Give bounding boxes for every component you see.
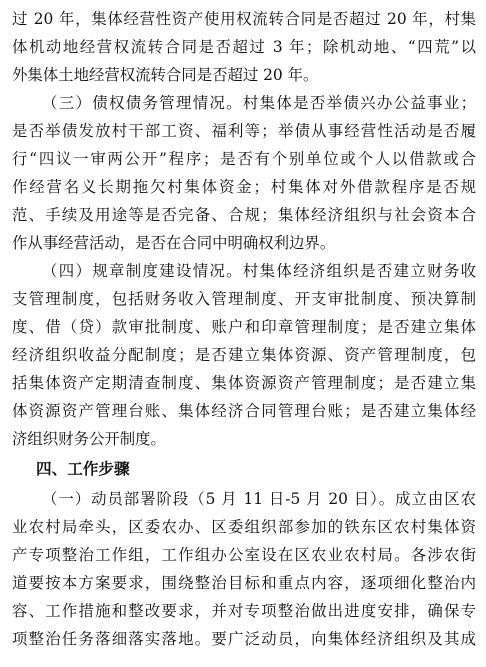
text-line-7: 作经营名义长期拖欠村集体资金；村集体对外借款程序是否规 <box>12 178 476 196</box>
text-line-19: 业农村局牵头，区委农办、区委组织部参加的铁东区农村集体资 <box>12 518 476 536</box>
text-line-11: 支管理制度，包括财务收入管理制度、开支审批制度、预决算制 <box>12 290 476 308</box>
text-line-8: 范、手续及用途等是否完备、合规；集体经济组织与社会资本合 <box>12 206 476 224</box>
text-line-5: 是否举债发放村干部工资、福利等；举债从事经营性活动是否履 <box>12 122 476 140</box>
text-line-13: 经济组织收益分配制度；是否建立集体资源、资产管理制度，包 <box>12 346 476 364</box>
section-three-title-line: （三）债权债务管理情况。村集体是否举债兴办公益事业； <box>42 94 476 112</box>
text-line-9: 作从事经营活动，是否在合同中明确权利边界。 <box>12 234 336 252</box>
section-heading-work-steps: 四、工作步骤 <box>36 460 130 478</box>
text-line-3: 外集体土地经营权流转合同是否超过 20 年。 <box>12 66 319 84</box>
section-four-title-line: （四）规章制度建设情况。村集体经济组织是否建立财务收 <box>42 262 476 280</box>
text-line-20: 产专项整治工作组，工作组办公室设在区农业农村局。各涉农街 <box>12 546 476 564</box>
text-line-22: 容、工作措施和整改要求，并对专项整治做出进度安排，确保专 <box>12 602 476 620</box>
text-line-6: 行“四议一审两公开”程序；是否有个别单位或个人以借款或合 <box>12 150 476 168</box>
text-line-16: 济组织财务公开制度。 <box>12 430 166 448</box>
text-line-23: 项整治任务落细落实落地。要广泛动员，向集体经济组织及其成 <box>12 630 476 648</box>
text-line-2: 体机动地经营权流转合同是否超过 3 年；除机动地、“四荒”以 <box>12 38 476 56</box>
text-line-14: 括集体资产定期清查制度、集体资源资产管理制度；是否建立集 <box>12 374 476 392</box>
text-line-15: 体资源资产管理台账、集体经济合同管理台账；是否建立集体经 <box>12 402 476 420</box>
text-line-12: 度、借（贷）款审批制度、账户和印章管理制度；是否建立集体 <box>12 318 476 336</box>
step-one-title-line: （一）动员部署阶段（5 月 11 日-5 月 20 日）。成立由区农 <box>42 490 476 508</box>
text-line-1: 过 20 年，集体经营性资产使用权流转合同是否超过 20 年，村集 <box>12 10 476 28</box>
text-line-21: 道要按本方案要求，围绕整治目标和重点内容，逐项细化整治内 <box>12 574 476 592</box>
